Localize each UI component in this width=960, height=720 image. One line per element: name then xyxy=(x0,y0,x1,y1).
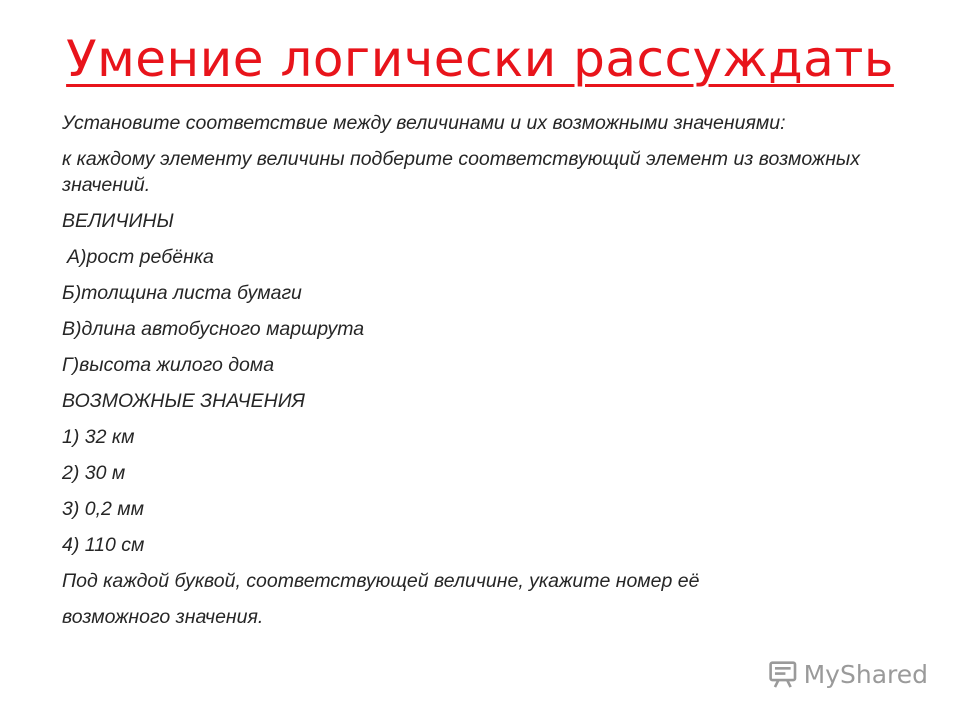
quantities-heading: ВЕЛИЧИНЫ xyxy=(62,210,174,232)
instruction-line-2: к каждому элементу величины подберите соответствующий элемент из возможных значений. xyxy=(62,148,861,196)
values-heading: ВОЗМОЖНЫЕ ЗНАЧЕНИЯ xyxy=(62,390,305,412)
page-title: Умение логически рассуждать xyxy=(66,30,894,88)
value-2: 2) 30 м xyxy=(62,462,126,484)
quantity-c: В)длина автобусного маршрута xyxy=(62,318,365,340)
watermark-text: MyShared xyxy=(803,659,928,689)
task-body xyxy=(62,110,912,640)
quantity-a: А)рост ребёнка xyxy=(67,246,214,268)
quantity-d: Г)высота жилого дома xyxy=(62,354,275,376)
value-1: 1) 32 км xyxy=(62,426,135,448)
value-4: 4) 110 см xyxy=(62,534,145,556)
watermark xyxy=(768,656,928,692)
answer-instruction-1: Под каждой буквой, соответствующей величине, укажите номер её xyxy=(62,570,700,592)
answer-instruction-2: возможного значения. xyxy=(62,606,264,628)
instruction-line-1: Установите соответствие между величинами и их возможными значениями: xyxy=(62,112,786,134)
quantity-b: Б)толщина листа бумаги xyxy=(62,282,302,304)
value-3: 3) 0,2 мм xyxy=(62,498,145,520)
presentation-board-icon xyxy=(768,657,798,691)
